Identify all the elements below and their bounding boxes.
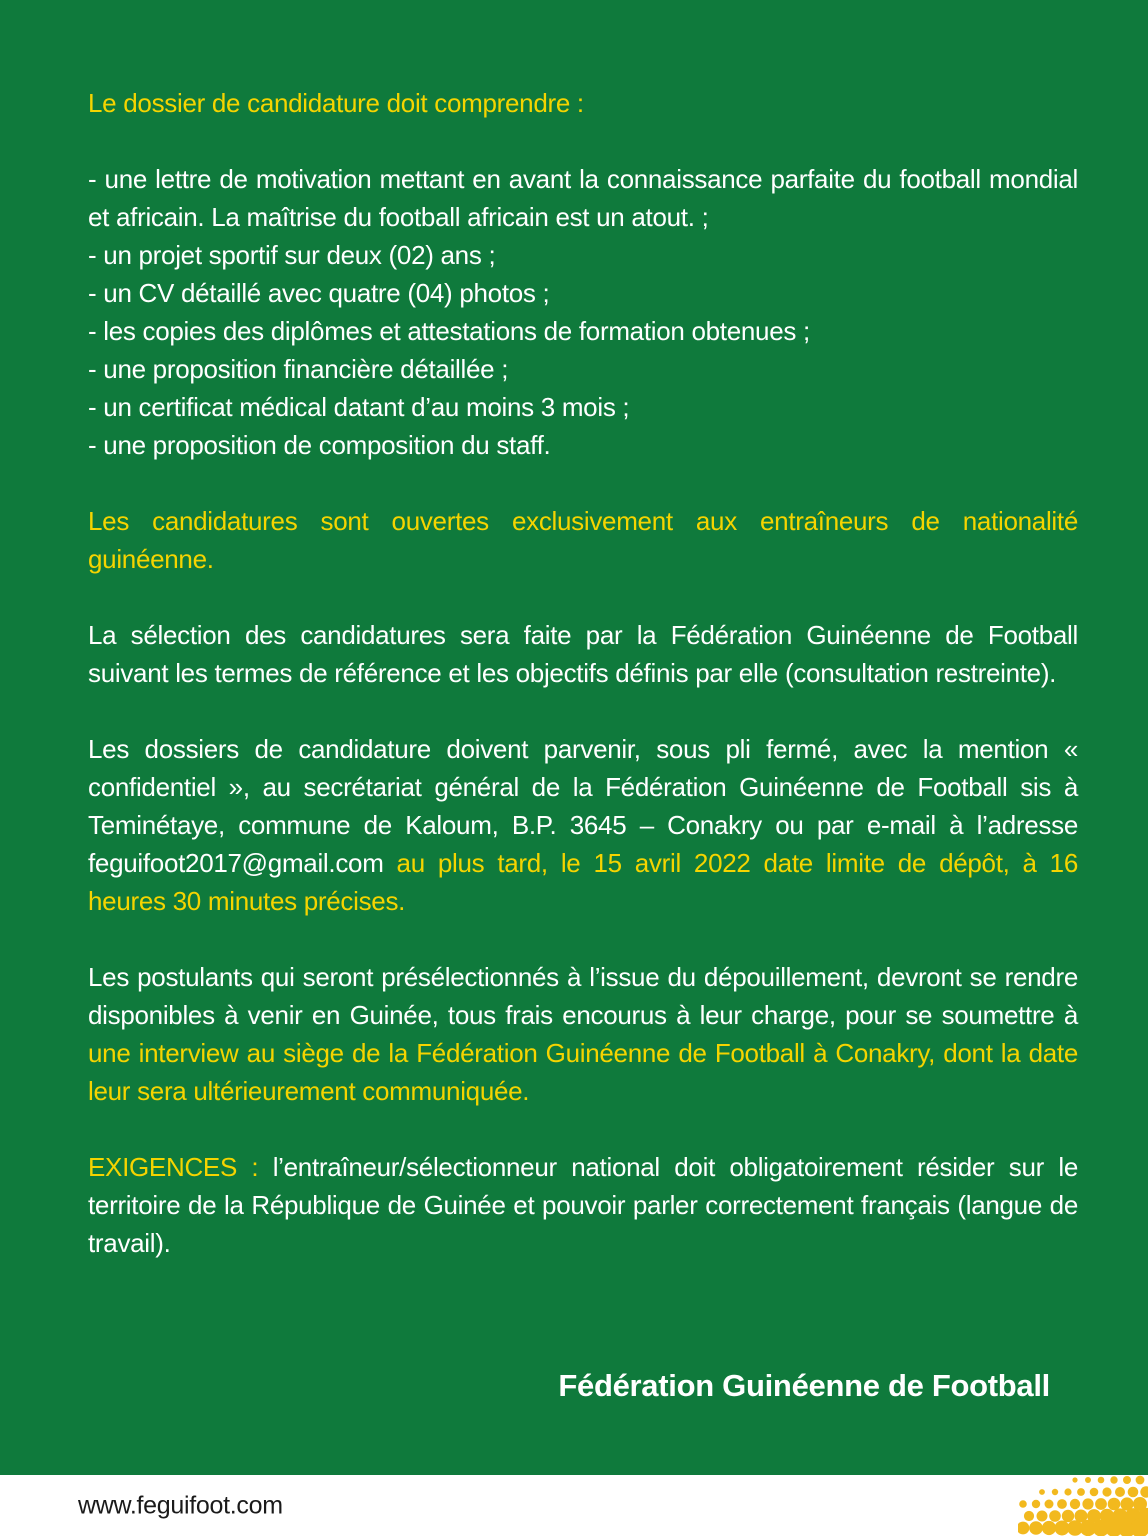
requirements-list: [88, 160, 1078, 464]
exigences-paragraph: [88, 1148, 1078, 1262]
requirement-item: - une proposition de composition du staff.: [88, 430, 551, 460]
halftone-dots-decoration: [1018, 1475, 1148, 1536]
interview-paragraph: [88, 958, 1078, 1110]
footer-band: [0, 1475, 1148, 1536]
exigences-label: EXIGENCES :: [88, 1152, 273, 1182]
interview-highlight: une interview au siège de la Fédération Guinéenne de Football à Conakry, dont la date leur sera ultérieurement communiquée.: [88, 1038, 1078, 1106]
announcement-body: [88, 84, 1078, 1300]
submission-address-text: Les dossiers de candidature doivent parvenir, sous pli fermé, avec la mention « confidentiel », au secrétariat général de la Fédération Guinéenne de Football sis à Teminétaye, commune de Kaloum, B.P. 3645 – Conakry ou par e-mail à l’adresse feguifoot2017@gmail.com: [88, 734, 1078, 878]
requirement-item: - un projet sportif sur deux (02) ans ;: [88, 240, 496, 270]
website-url: www.feguifoot.com: [78, 1491, 283, 1519]
federation-signature: Fédération Guinéenne de Football: [558, 1368, 1050, 1403]
deadline-highlight: au plus tard, le 15 avril 2022 date limite de dépôt, à 16 heures 30 minutes précises.: [88, 848, 1078, 916]
exigences-text: l’entraîneur/sélectionneur national doit obligatoirement résider sur le territoire de la République de Guinée et pouvoir parler correctement français (langue de travail).: [88, 1152, 1078, 1258]
selection-paragraph: La sélection des candidatures sera faite par la Fédération Guinéenne de Football suivant les termes de référence et les objectifs définis par elle (consultation restreinte).: [88, 620, 1078, 688]
submission-paragraph: [88, 730, 1078, 920]
eligibility-note: Les candidatures sont ouvertes exclusivement aux entraîneurs de nationalité guinéenne.: [88, 506, 1078, 574]
requirement-item: - une proposition financière détaillée ;: [88, 354, 509, 384]
requirement-item: - un CV détaillé avec quatre (04) photos ;: [88, 278, 550, 308]
requirement-item: - les copies des diplômes et attestations de formation obtenues ;: [88, 316, 810, 346]
interview-intro-text: Les postulants qui seront présélectionnés à l’issue du dépouillement, devront se rendre disponibles à venir en Guinée, tous frais encourus à leur charge, pour se soumettre à: [88, 962, 1078, 1030]
requirement-item: - une lettre de motivation mettant en avant la connaissance parfaite du football mondial et africain. La maîtrise du football africain est un atout. ;: [88, 164, 1078, 232]
requirement-item: - un certificat médical datant d’au moins 3 mois ;: [88, 392, 630, 422]
dossier-heading: Le dossier de candidature doit comprendre :: [88, 88, 584, 118]
